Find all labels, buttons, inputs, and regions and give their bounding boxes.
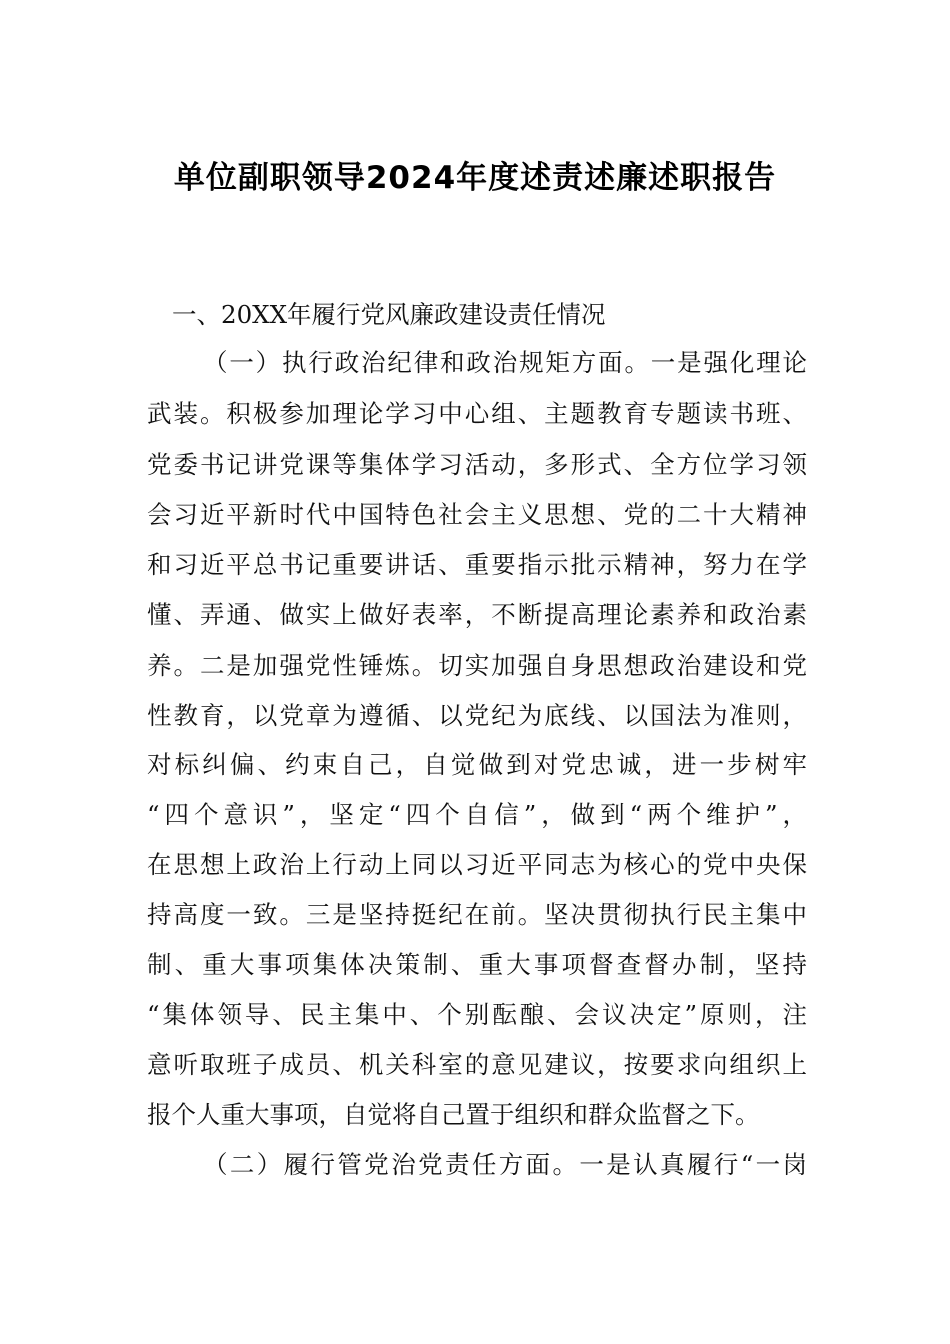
paragraph-line: 武装。积极参加理论学习中心组、主题教育专题读书班、	[147, 399, 807, 428]
paragraph-line: “四个意识”，坚定“四个自信”，做到“两个维护”，	[147, 800, 807, 829]
paragraph-line: 懂、弄通、做实上做好表率，不断提高理论素养和政治素	[147, 600, 807, 629]
paragraph-line: “集体领导、民主集中、个别酝酿、会议决定”原则，注	[147, 1000, 807, 1029]
paragraph-line: 性教育，以党章为遵循、以党纪为底线、以国法为准则，	[147, 701, 807, 730]
paragraph-line: （二）履行管党治党责任方面。一是认真履行“一岗	[203, 1150, 807, 1179]
paragraph-line: 和习近平总书记重要讲话、重要指示批示精神，努力在学	[147, 550, 807, 579]
document-title: 单位副职领导2024年度述责述廉述职报告	[173, 160, 777, 196]
paragraph-line: 持高度一致。三是坚持挺纪在前。坚决贯彻执行民主集中	[147, 900, 807, 929]
paragraph-line: 意听取班子成员、机关科室的意见建议，按要求向组织上	[147, 1050, 807, 1079]
paragraph-line: 对标纠偏、约束自己，自觉做到对党忠诚，进一步树牢	[147, 750, 807, 779]
paragraph-line: 在思想上政治上行动上同以习近平同志为核心的党中央保	[147, 850, 807, 879]
paragraph-line: 养。二是加强党性锤炼。切实加强自身思想政治建设和党	[147, 651, 807, 680]
paragraph-line: （一）执行政治纪律和政治规矩方面。一是强化理论	[203, 348, 807, 377]
paragraph-line: 党委书记讲党课等集体学习活动，多形式、全方位学习领	[147, 450, 807, 479]
paragraph-line: 制、重大事项集体决策制、重大事项督查督办制，坚持	[147, 950, 807, 979]
paragraph-line: 会习近平新时代中国特色社会主义思想、党的二十大精神	[147, 500, 807, 529]
paragraph-line: 报个人重大事项，自觉将自己置于组织和群众监督之下。	[147, 1100, 760, 1129]
section-heading: 一、20XX年履行党风廉政建设责任情况	[172, 300, 606, 329]
